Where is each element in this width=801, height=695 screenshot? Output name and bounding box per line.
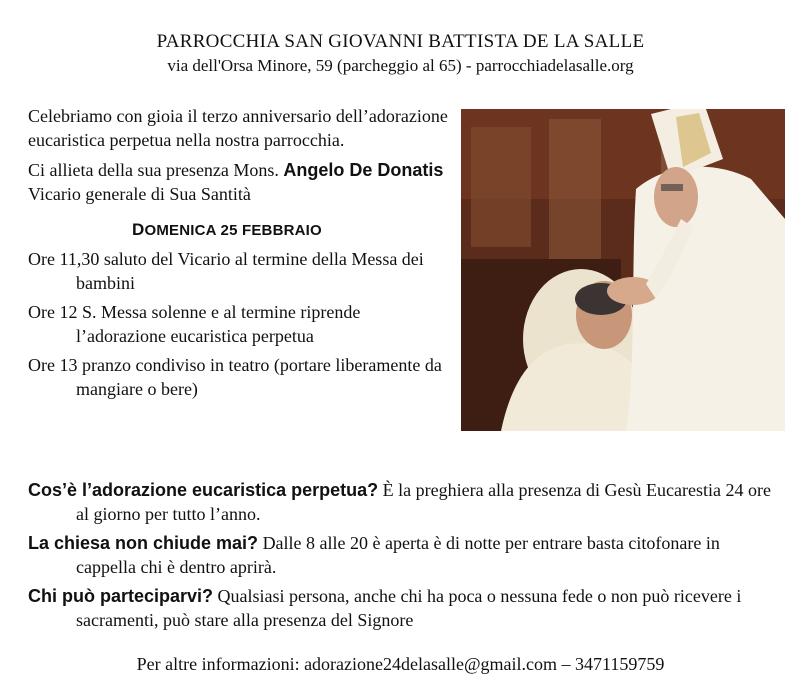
photo-illustration (461, 109, 785, 431)
heading-initial: D (132, 220, 145, 239)
faq-question: Cos’è l’adorazione eucaristica perpetua? (28, 480, 379, 500)
heading-rest: OMENICA 25 FEBBRAIO (144, 222, 322, 239)
faq-section (28, 478, 778, 637)
faq-item (28, 531, 778, 579)
faq-answer: È la preghiera alla presenza di Gesù Eucarestia 24 ore al giorno per tutto l’anno. (76, 480, 771, 524)
parish-title: PARROCCHIA SAN GIOVANNI BATTISTA DE LA SALLE (156, 31, 645, 52)
header (0, 30, 801, 77)
faq-item (28, 584, 778, 632)
intro-paragraph: Celebriamo con gioia il terzo anniversario dell’adorazione eucaristica perpetua nella nostra parrocchia. (28, 106, 448, 150)
guest-paragraph (28, 158, 453, 206)
guest-intro: Ci allieta della sua presenza Mons. (28, 160, 284, 180)
guest-name: Angelo De Donatis (283, 160, 444, 180)
contact-info: Per altre informazioni: adorazione24delasalle@gmail.com – 3471159759 (136, 654, 665, 674)
schedule-item: Ore 13 pranzo condiviso in teatro (portare liberamente da mangiare o bere) (28, 355, 442, 399)
faq-question: Chi può parteciparvi? (28, 586, 214, 606)
schedule-item: Ore 11,30 saluto del Vicario al termine della Messa dei bambini (28, 249, 424, 293)
schedule-item: Ore 12 S. Messa solenne e al termine riprende l’adorazione eucaristica perpetua (28, 302, 361, 346)
faq-answer: Qualsiasi persona, anche chi ha poca o nessuna fede o non può ricevere i sacramenti, può stare alla presenza del Signore (76, 586, 742, 630)
event-date-heading (28, 218, 453, 243)
faq-question: La chiesa non chiude mai? (28, 533, 259, 553)
guest-title: Vicario generale di Sua Santità (28, 184, 251, 204)
photo-blessing (461, 109, 785, 431)
main-text (28, 104, 453, 406)
faq-answer: Dalle 8 alle 20 è aperta è di notte per entrare basta citofonare in cappella chi è dentro aprirà. (76, 533, 720, 577)
faq-item (28, 478, 778, 526)
parish-address: via dell'Orsa Minore, 59 (parcheggio al 65) - parrocchiadelasalle.org (167, 56, 634, 75)
